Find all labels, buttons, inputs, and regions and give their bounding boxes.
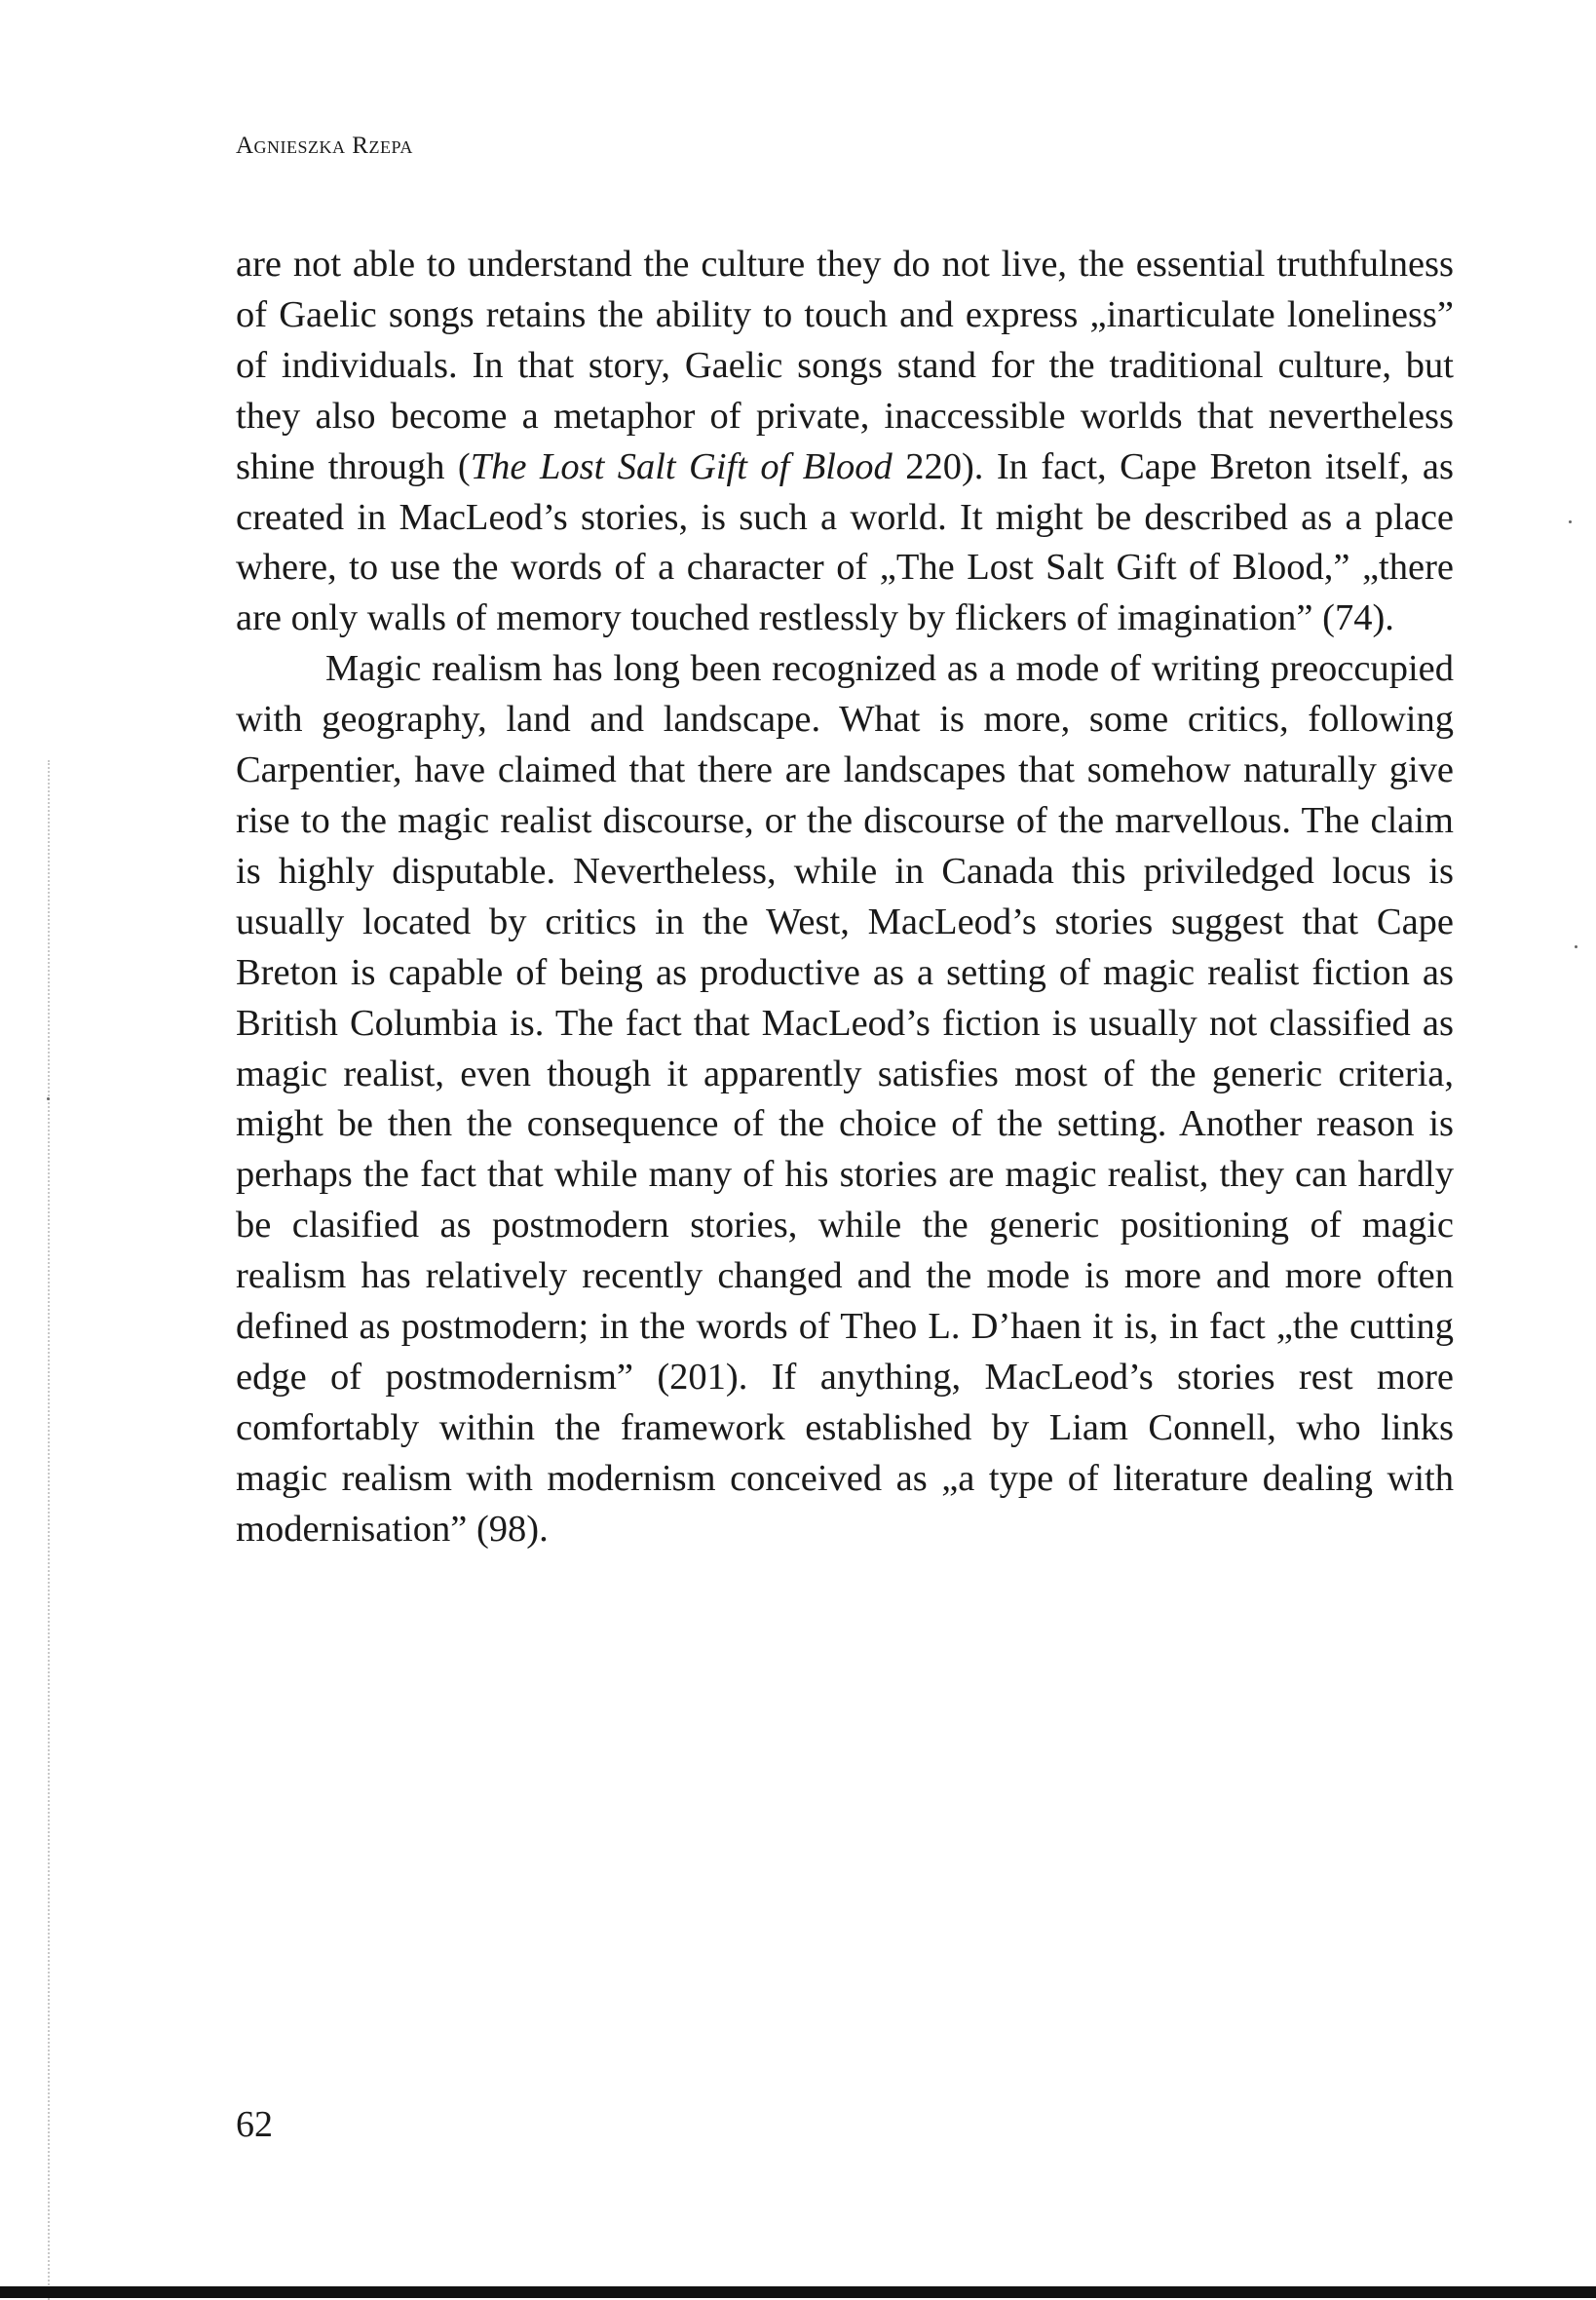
book-title: The Lost Salt Gift of Blood: [470, 445, 893, 487]
scan-speck: [1569, 520, 1572, 523]
scan-edge-artifact: [48, 760, 50, 2300]
scan-bottom-edge: [0, 2286, 1596, 2298]
body-text: [236, 240, 1454, 1555]
paragraph-1-text-b: 220). In fact, Cape Breton itself, as created in MacLeod’s stories, is such a world. It might be described as a place where, to use the words of a character of „The Lost Salt Gift of Blood,” „there are only walls of memory touched restlessly by flickers of imagination” (74).: [236, 445, 1454, 639]
page-number: 62: [236, 2104, 273, 2145]
paragraph-1: [236, 240, 1454, 644]
running-header: Agnieszka Rzepa: [236, 133, 413, 159]
scan-speck: [1575, 945, 1577, 948]
scan-speck: [47, 1097, 50, 1100]
paragraph-1-text-a: are not able to understand the culture they do not live, the essential truthfulness of Gaelic songs retains the ability to touch and express „inarticulate loneliness” of individuals. In that story, Gaelic songs stand for the traditional culture, but they also become a metaphor of private, inaccessible worlds that nevertheless shine through (: [236, 244, 1454, 487]
paragraph-2: Magic realism has long been recognized as a mode of writing preoccupied with geography, land and landscape. What is more, some critics, following Carpentier, have claimed that there are landscapes that somehow naturally give rise to the magic realist discourse, or the discourse of the marvellous. The claim is highly disputable. Nevertheless, while in Canada this priviledged locus is usually located by critics in the West, MacLeod’s stories suggest that Cape Breton is capable of being as productive as a setting of magic realist fiction as British Columbia is. The fact that MacLeod’s fiction is usually not classified as magic realist, even though it apparently satisfies most of the generic criteria, might be then the consequence of the choice of the setting. Another reason is perhaps the fact that while many of his stories are magic realist, they can hardly be clasified as postmodern stories, while the generic positioning of magic realism has relatively recently changed and the mode is more and more often defined as postmodern; in the words of Theo L. D’haen it is, in fact „the cutting edge of postmodernism” (201). If anything, MacLeod’s stories rest more comfortably within the framework established by Liam Connell, who links magic realism with modernism conceived as „a type of literature dealing with modernisation” (98).: [236, 648, 1454, 1550]
